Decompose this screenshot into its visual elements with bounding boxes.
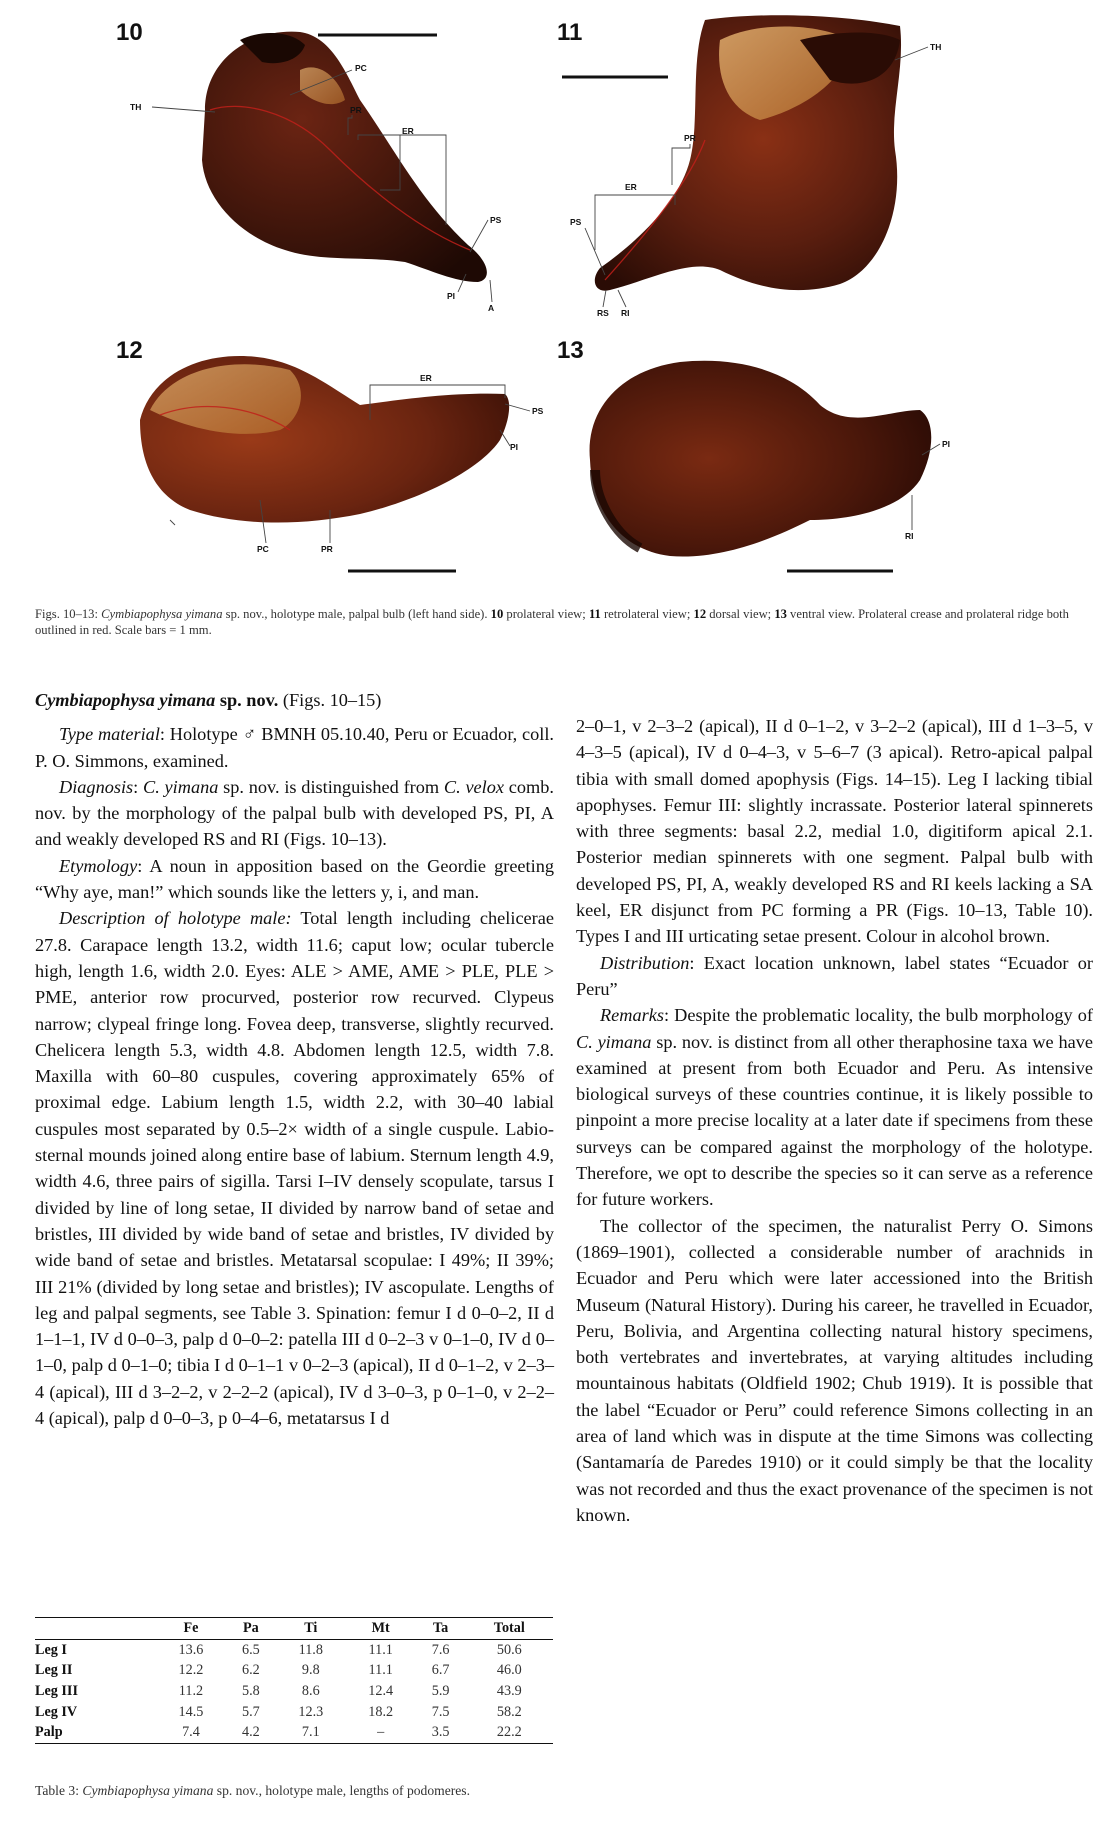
- label-PS: PS: [490, 215, 502, 225]
- label-PR: PR: [684, 133, 696, 143]
- right-column: [576, 713, 1093, 1528]
- column-header: Mt: [346, 1618, 416, 1640]
- distribution-text: : Exact location unknown, label states “Ecuador or Peru”: [576, 952, 1093, 999]
- table-caption-text: sp. nov., holotype male, lengths of podomeres.: [213, 1783, 470, 1798]
- label-TH: TH: [930, 42, 942, 52]
- caption-text: prolateral view;: [503, 607, 589, 621]
- caption-figure-12: 12: [693, 607, 707, 621]
- table-caption: [35, 1782, 553, 1799]
- label-RS: RS: [597, 308, 609, 318]
- table-cell: 3.5: [416, 1722, 466, 1743]
- caption-prefix: Figs. 10–13:: [35, 607, 102, 621]
- label-ER: ER: [420, 373, 432, 383]
- table-cell: 7.6: [431, 1641, 450, 1658]
- table-cell: 50.6: [496, 1641, 522, 1658]
- table-cell: 46.0: [496, 1662, 522, 1679]
- description-continued-text: 2–0–1, v 2–3–2 (apical), II d 0–1–2, v 3–2–2 (apical), III d 1–3–5, v 4–3–5 (apical), IV d 0–4–3, v 5–6–7 (3 apical). Retro-apical palpal tibia with small domed apophysis (Figs. 14–15). Leg I lacking tibial apophyses. Femur III: slightly incrassate. Posterior lateral spinnerets with three segments: basal 2.2, medial 1.0, digitiform apical 2.1. Posterior median spinnerets with one segment. Palpal bulb with developed PS, PI, A, weakly developed RS and RI keels lacking a SA keel, ER disjunct from PC forming a PR (Figs. 10–13, Table 10). Types I and III urticating setae present. Colour in alcohol brown.: [576, 716, 1093, 947]
- table-cell: 58.2: [496, 1703, 522, 1720]
- distribution-paragraph: [576, 950, 1093, 1003]
- table-cell: 14.5: [178, 1703, 204, 1720]
- label-PS: PS: [570, 217, 582, 227]
- label-PR: PR: [350, 105, 362, 115]
- table-cell: 8.6: [301, 1682, 320, 1699]
- remarks-paragraph: [576, 1002, 1093, 1212]
- label-PS: PS: [532, 406, 544, 416]
- table-row: [35, 1681, 553, 1702]
- etymology-paragraph: [35, 853, 554, 906]
- figure-number-11: 11: [557, 19, 583, 46]
- label-TH: TH: [130, 102, 142, 112]
- table-cell: 5.8: [242, 1682, 260, 1699]
- table-cell: 18.2: [368, 1703, 394, 1720]
- figure-12-dorsal: [116, 337, 544, 571]
- caption-figure-10: 10: [490, 607, 504, 621]
- description-paragraph: [35, 905, 554, 1431]
- etymology-text: : A noun in apposition based on the Geordie greeting “Why aye, man!” which sounds like the letters y, i, and man.: [35, 855, 554, 903]
- table-cell: 6.7: [431, 1662, 450, 1679]
- remarks-label: Remarks: [600, 1005, 664, 1026]
- diagnosis-label: Diagnosis: [59, 776, 134, 797]
- table-cell: 6.2: [242, 1662, 260, 1679]
- type-material-label: Type material: [59, 724, 160, 745]
- table-row: [35, 1702, 553, 1723]
- diagnosis-species: C. yimana: [143, 776, 219, 797]
- figure-number-10: 10: [116, 19, 143, 46]
- figure-number-13: 13: [557, 337, 584, 364]
- description-continued: [576, 713, 1093, 950]
- table-cell: 12.3: [298, 1703, 324, 1720]
- diagnosis-text: :: [133, 776, 144, 797]
- table-cell: 12.2: [178, 1662, 204, 1679]
- remarks-species: C. yimana: [576, 1031, 652, 1052]
- row-label: Leg III: [35, 1682, 78, 1699]
- type-material-paragraph: [35, 721, 554, 774]
- label-RI: RI: [621, 308, 630, 318]
- label-PI: PI: [510, 442, 519, 452]
- figure-13-ventral: [557, 337, 950, 571]
- caption-text: ventral view. Prolateral crease and prolateral ridge both outlined in red. Scale bars = 1 mm.: [35, 607, 1069, 637]
- label-ER: ER: [402, 126, 414, 136]
- table-cell: 6.5: [242, 1641, 260, 1658]
- figure-10-prolateral: [116, 19, 502, 313]
- row-label: Leg IV: [35, 1703, 78, 1720]
- table-caption-species: Cymbiapophysa yimana: [82, 1783, 214, 1798]
- label-PI: PI: [447, 291, 456, 301]
- caption-figure-13: 13: [774, 607, 787, 621]
- table-cell: 5.9: [431, 1682, 450, 1699]
- label-PC: PC: [257, 544, 269, 554]
- label-PR: PR: [321, 544, 333, 554]
- species-heading: [35, 687, 554, 713]
- table-cell: 43.9: [496, 1682, 522, 1699]
- description-text: Total length including chelicerae 27.8. Carapace length 13.2, width 11.6; caput low; ocular tubercle high, length 1.6, width 2.0. Eyes: ALE > AME, AME > PLE, PLE > PME, anterior row procurved, posterior row recurved. Clypeus narrow; clypeal fringe long. Fovea deep, transverse, slightly recurved. Chelicera length 5.3, width 4.8. Abdomen length 12.5, width 7.8. Maxilla with 60–80 cuspules, covering approximately 65% of proximal edge. Labium length 1.5, width 2.2, with 30–40 labial cuspules most separated by 0.5–2× width of a single cuspule. Labio-sternal mounds joined along entire base of labium. Sternum length 4.9, width 4.6, three pairs of sigilla. Tarsi I–IV densely scopulate, tarsus I divided by line of long setae, II divided by narrow band of setae and bristles, III divided by wide band of setae and bristles, IV divided by wide band of setae and bristles. Metatarsal scopulae: I 49%; II 39%; III 21% (divided by long setae and bristles); IV ascopulate. Lengths of leg and palpal segments, see Table 3. Spination: femur I d 0–0–2, II d 1–1–1, IV d 0–0–3, palp d 0–0–2: patella III d 0–2–3 v 0–1–0, IV d 0–1–0, palp d 0–1–0; tibia I d 0–1–1 v 0–2–3 (apical), II d 0–1–2, v 2–3–4 (apical), III d 3–2–2, v 2–2–2 (apical), IV d 3–0–3, p 0–1–0, v 2–2–4 (apical), palp d 0–0–3, p 0–4–6, metatarsus I d: [35, 908, 554, 1429]
- label-RI: RI: [905, 531, 914, 541]
- table-caption-prefix: Table 3:: [35, 1783, 83, 1798]
- table-cell: 11.1: [368, 1662, 393, 1679]
- podomere-table: [35, 1617, 553, 1744]
- table-row: [35, 1661, 553, 1682]
- diagnosis-text: comb. nov. by the morphology of the palpal bulb with developed PS, PI, A and weakly developed RS and RI (Figs. 10–13).: [35, 776, 554, 850]
- distribution-label: Distribution: [600, 952, 690, 973]
- column-header: Fe: [156, 1618, 226, 1640]
- figure-caption: [35, 606, 1093, 638]
- species-name: Cymbiapophysa yimana: [35, 690, 216, 710]
- table-row: [35, 1722, 553, 1743]
- description-label: Description of holotype male:: [59, 908, 292, 929]
- diagnosis-text: sp. nov. is distinguished from: [218, 776, 444, 797]
- table-cell: 7.1: [276, 1722, 346, 1743]
- table-cell: 7.5: [431, 1703, 450, 1720]
- species-status: sp. nov.: [215, 690, 279, 710]
- table-cell: 11.1: [368, 1641, 393, 1658]
- table-cell: 12.4: [368, 1682, 394, 1699]
- heading-figure-ref: (Figs. 10–15): [278, 690, 382, 710]
- label-PI: PI: [942, 439, 951, 449]
- table-cell: 4.2: [226, 1722, 276, 1743]
- caption-text: retrolateral view;: [600, 607, 694, 621]
- figure-number-12: 12: [116, 337, 143, 364]
- table-cell: 5.7: [242, 1703, 260, 1720]
- caption-text: dorsal view;: [706, 607, 775, 621]
- etymology-label: Etymology: [59, 855, 138, 876]
- row-label: Leg II: [35, 1662, 73, 1679]
- column-header: Total: [466, 1618, 553, 1640]
- palpal-bulb-image: [590, 361, 932, 557]
- table-3: [35, 1617, 553, 1744]
- left-column: [35, 687, 554, 1431]
- collector-paragraph: [576, 1213, 1093, 1529]
- table-cell: 11.8: [298, 1641, 323, 1658]
- column-header: Pa: [226, 1618, 276, 1640]
- type-material-text: : Holotype ♂ BMNH 05.10.40, Peru or Ecuador, coll. P. O. Simmons, examined.: [35, 724, 554, 771]
- table-cell: –: [346, 1722, 416, 1743]
- table-row: [35, 1640, 553, 1661]
- table-cell: 9.8: [301, 1662, 320, 1679]
- caption-figure-11: 11: [588, 607, 601, 621]
- label-PC: PC: [355, 63, 367, 73]
- collector-text: The collector of the specimen, the naturalist Perry O. Simons (1869–1901), collected a considerable number of arachnids in Ecuador and Peru which were later accessioned into the British Museum (Natural History). During his career, he travelled in Ecuador, Peru, Bolivia, and Argentina collecting natural history specimens, both vertebrates and invertebrates, at varying altitudes including mountainous habitats (Oldfield 1902; Chub 1919). It is possible that the label “Ecuador or Peru” could reference Simons collecting in an area of land which was in dispute at the time Simons was collecting (Santamaría de Paredes 1910) or it could simply be that the locality was not recorded and thus the exact provenance of the specimen is not known.: [576, 1215, 1093, 1525]
- row-label: Palp: [35, 1722, 156, 1743]
- label-ER: ER: [625, 182, 637, 192]
- figure-plate: [0, 0, 1100, 600]
- remarks-text: : Despite the problematic locality, the bulb morphology of: [663, 1005, 1093, 1026]
- column-header: Ti: [276, 1618, 346, 1640]
- table-cell: 13.6: [178, 1641, 204, 1658]
- label-A: A: [488, 303, 495, 313]
- table-cell: 22.2: [466, 1722, 553, 1743]
- column-header: [35, 1618, 156, 1640]
- column-header: Ta: [416, 1618, 466, 1640]
- table-cell: 7.4: [156, 1722, 226, 1743]
- caption-species: Cymbiapophysa yimana: [101, 607, 223, 621]
- diagnosis-species: C. velox: [443, 776, 505, 797]
- palpal-bulb-image: [202, 32, 487, 282]
- diagnosis-paragraph: [35, 774, 554, 853]
- remarks-text: sp. nov. is distinct from all other theraphosine taxa we have examined at present from both Ecuador and Peru. As intensive biological surveys of these countries continue, it is likely possible to pinpoint a more precise locality at a later date if specimens from these surveys can be compared against the morphology of the holotype. Therefore, we opt to describe the species so it can serve as a reference for future workers.: [576, 1031, 1093, 1210]
- figure-11-retrolateral: [557, 15, 941, 318]
- caption-text: sp. nov., holotype male, palpal bulb (left hand side).: [222, 607, 491, 621]
- row-label: Leg I: [35, 1641, 67, 1658]
- table-cell: 11.2: [178, 1682, 204, 1699]
- table-header-row: [35, 1618, 553, 1640]
